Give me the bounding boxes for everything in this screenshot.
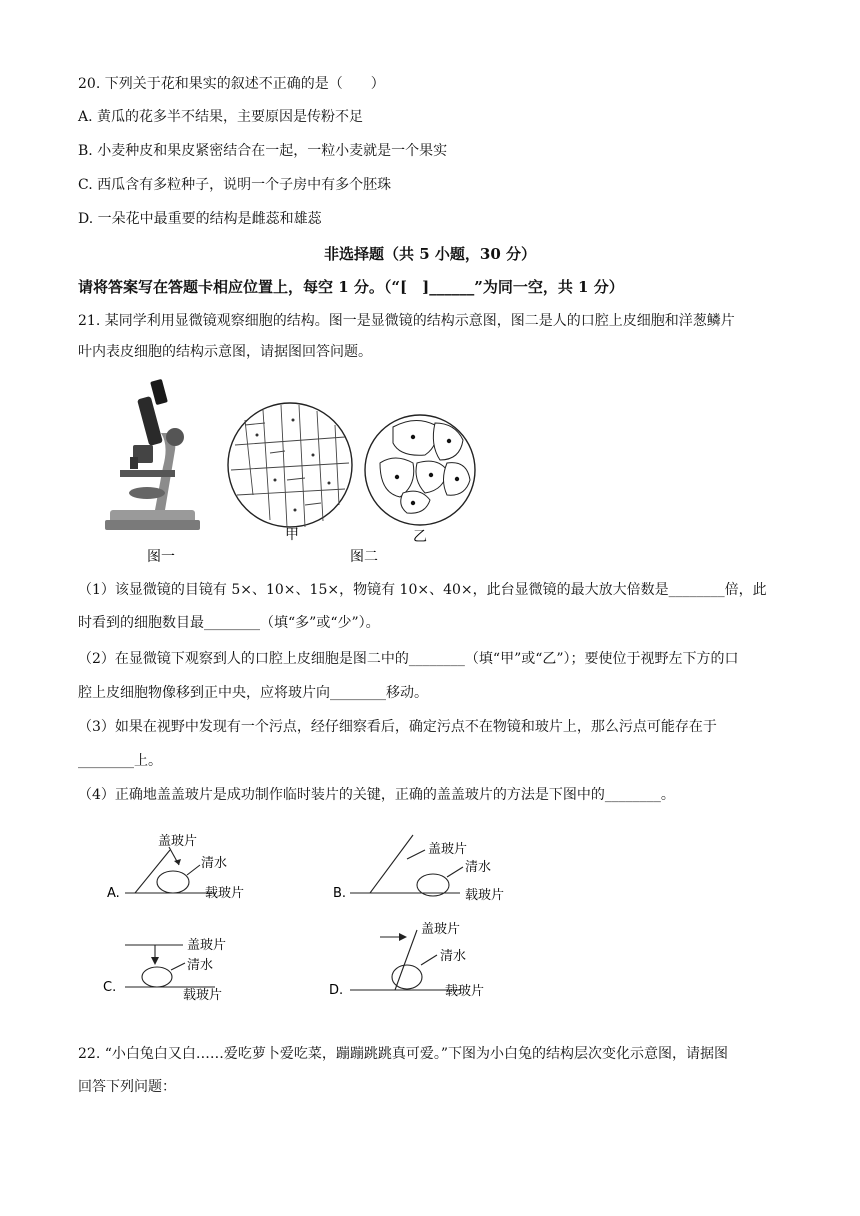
option-c-water-label: 清水 xyxy=(187,958,214,973)
q20-option-d: D. 一朵花中最重要的结构是雌蕊和雄蕊 xyxy=(78,211,322,227)
q21-part1-line2: 时看到的细胞数目最________（填“多”或“少”）。 xyxy=(78,615,380,631)
q21-part3-line2: ________上。 xyxy=(78,753,162,769)
option-b-slide-label: 载玻片 xyxy=(465,888,505,903)
option-c-slide-label: 载玻片 xyxy=(183,988,223,1003)
option-d-water-label: 清水 xyxy=(440,949,467,964)
fig-label-yi: 乙 xyxy=(413,529,427,545)
q22-line2: 回答下列问题： xyxy=(78,1079,176,1095)
q20-option-c: C. 西瓜含有多粒种子，说明一个子房中有多个胚珠 xyxy=(78,177,392,193)
coverslip-options-figure xyxy=(95,825,535,1010)
section-instruction: 请将答案写在答题卡相应位置上，每空 1 分。（“[ ]______”为同一空，共 1 分） xyxy=(78,278,624,296)
q21-part1-line1: （1）该显微镜的目镜有 5×、10×、15×，物镜有 10×、40×，此台显微镜的最大放大倍数是________倍，此 xyxy=(78,582,767,598)
q21-part2-line2: 腔上皮细胞物像移到正中央，应将玻片向________移动。 xyxy=(78,685,428,701)
option-a-water-label: 清水 xyxy=(201,856,228,871)
q20-option-a: A. 黄瓜的花多半不结果，主要原因是传粉不足 xyxy=(78,109,364,125)
fig-label-jia: 甲 xyxy=(285,527,299,543)
q20-stem: 20. 下列关于花和果实的叙述不正确的是（ ） xyxy=(78,76,385,92)
option-letter-d: D. xyxy=(329,983,344,998)
option-letter-a: A. xyxy=(107,886,120,901)
onion-cells-diagram xyxy=(228,403,352,527)
option-a-slide-label: 载玻片 xyxy=(205,886,245,901)
q22-line1: 22. “小白兔白又白……爱吃萝卜爱吃菜，蹦蹦跳跳真可爱。”下图为小白兔的结构层次变化示意图，请据图 xyxy=(78,1046,729,1062)
q21-part4-line1: （4）正确地盖盖玻片是成功制作临时装片的关键，正确的盖盖玻片的方法是下图中的________。 xyxy=(78,787,675,803)
q20-option-b: B. 小麦种皮和果皮紧密结合在一起，一粒小麦就是一个果实 xyxy=(78,143,448,159)
fig-label-fig1: 图一 xyxy=(147,549,175,565)
option-c-cover-label: 盖玻片 xyxy=(187,938,227,953)
section-title: 非选择题（共 5 小题，30 分） xyxy=(324,245,536,263)
option-b-water-label: 清水 xyxy=(465,860,492,875)
option-letter-c: C. xyxy=(103,980,117,995)
microscope-icon xyxy=(105,379,200,530)
option-d-slide-label: 载玻片 xyxy=(445,984,485,999)
cheek-cells-diagram xyxy=(365,415,475,525)
option-a-cover-label: 盖玻片 xyxy=(158,834,198,849)
q21-stem-line2: 叶内表皮细胞的结构示意图，请据图回答问题。 xyxy=(78,344,372,360)
option-d-cover-label: 盖玻片 xyxy=(421,922,461,937)
option-b-cover-label: 盖玻片 xyxy=(428,842,468,857)
q21-stem-line1: 21. 某同学利用显微镜观察细胞的结构。图一是显微镜的结构示意图，图二是人的口腔上皮细胞和洋葱鳞片 xyxy=(78,313,735,329)
microscope-and-cells-figure xyxy=(95,375,515,570)
option-letter-b: B. xyxy=(333,886,347,901)
fig-label-fig2: 图二 xyxy=(350,549,378,565)
q21-part3-line1: （3）如果在视野中发现有一个污点，经仔细察看后，确定污点不在物镜和玻片上，那么污点可能存在于 xyxy=(78,719,717,735)
q21-part2-line1: （2）在显微镜下观察到人的口腔上皮细胞是图二中的________（填“甲”或“乙”）；要使位于视野左下方的口 xyxy=(78,651,739,667)
